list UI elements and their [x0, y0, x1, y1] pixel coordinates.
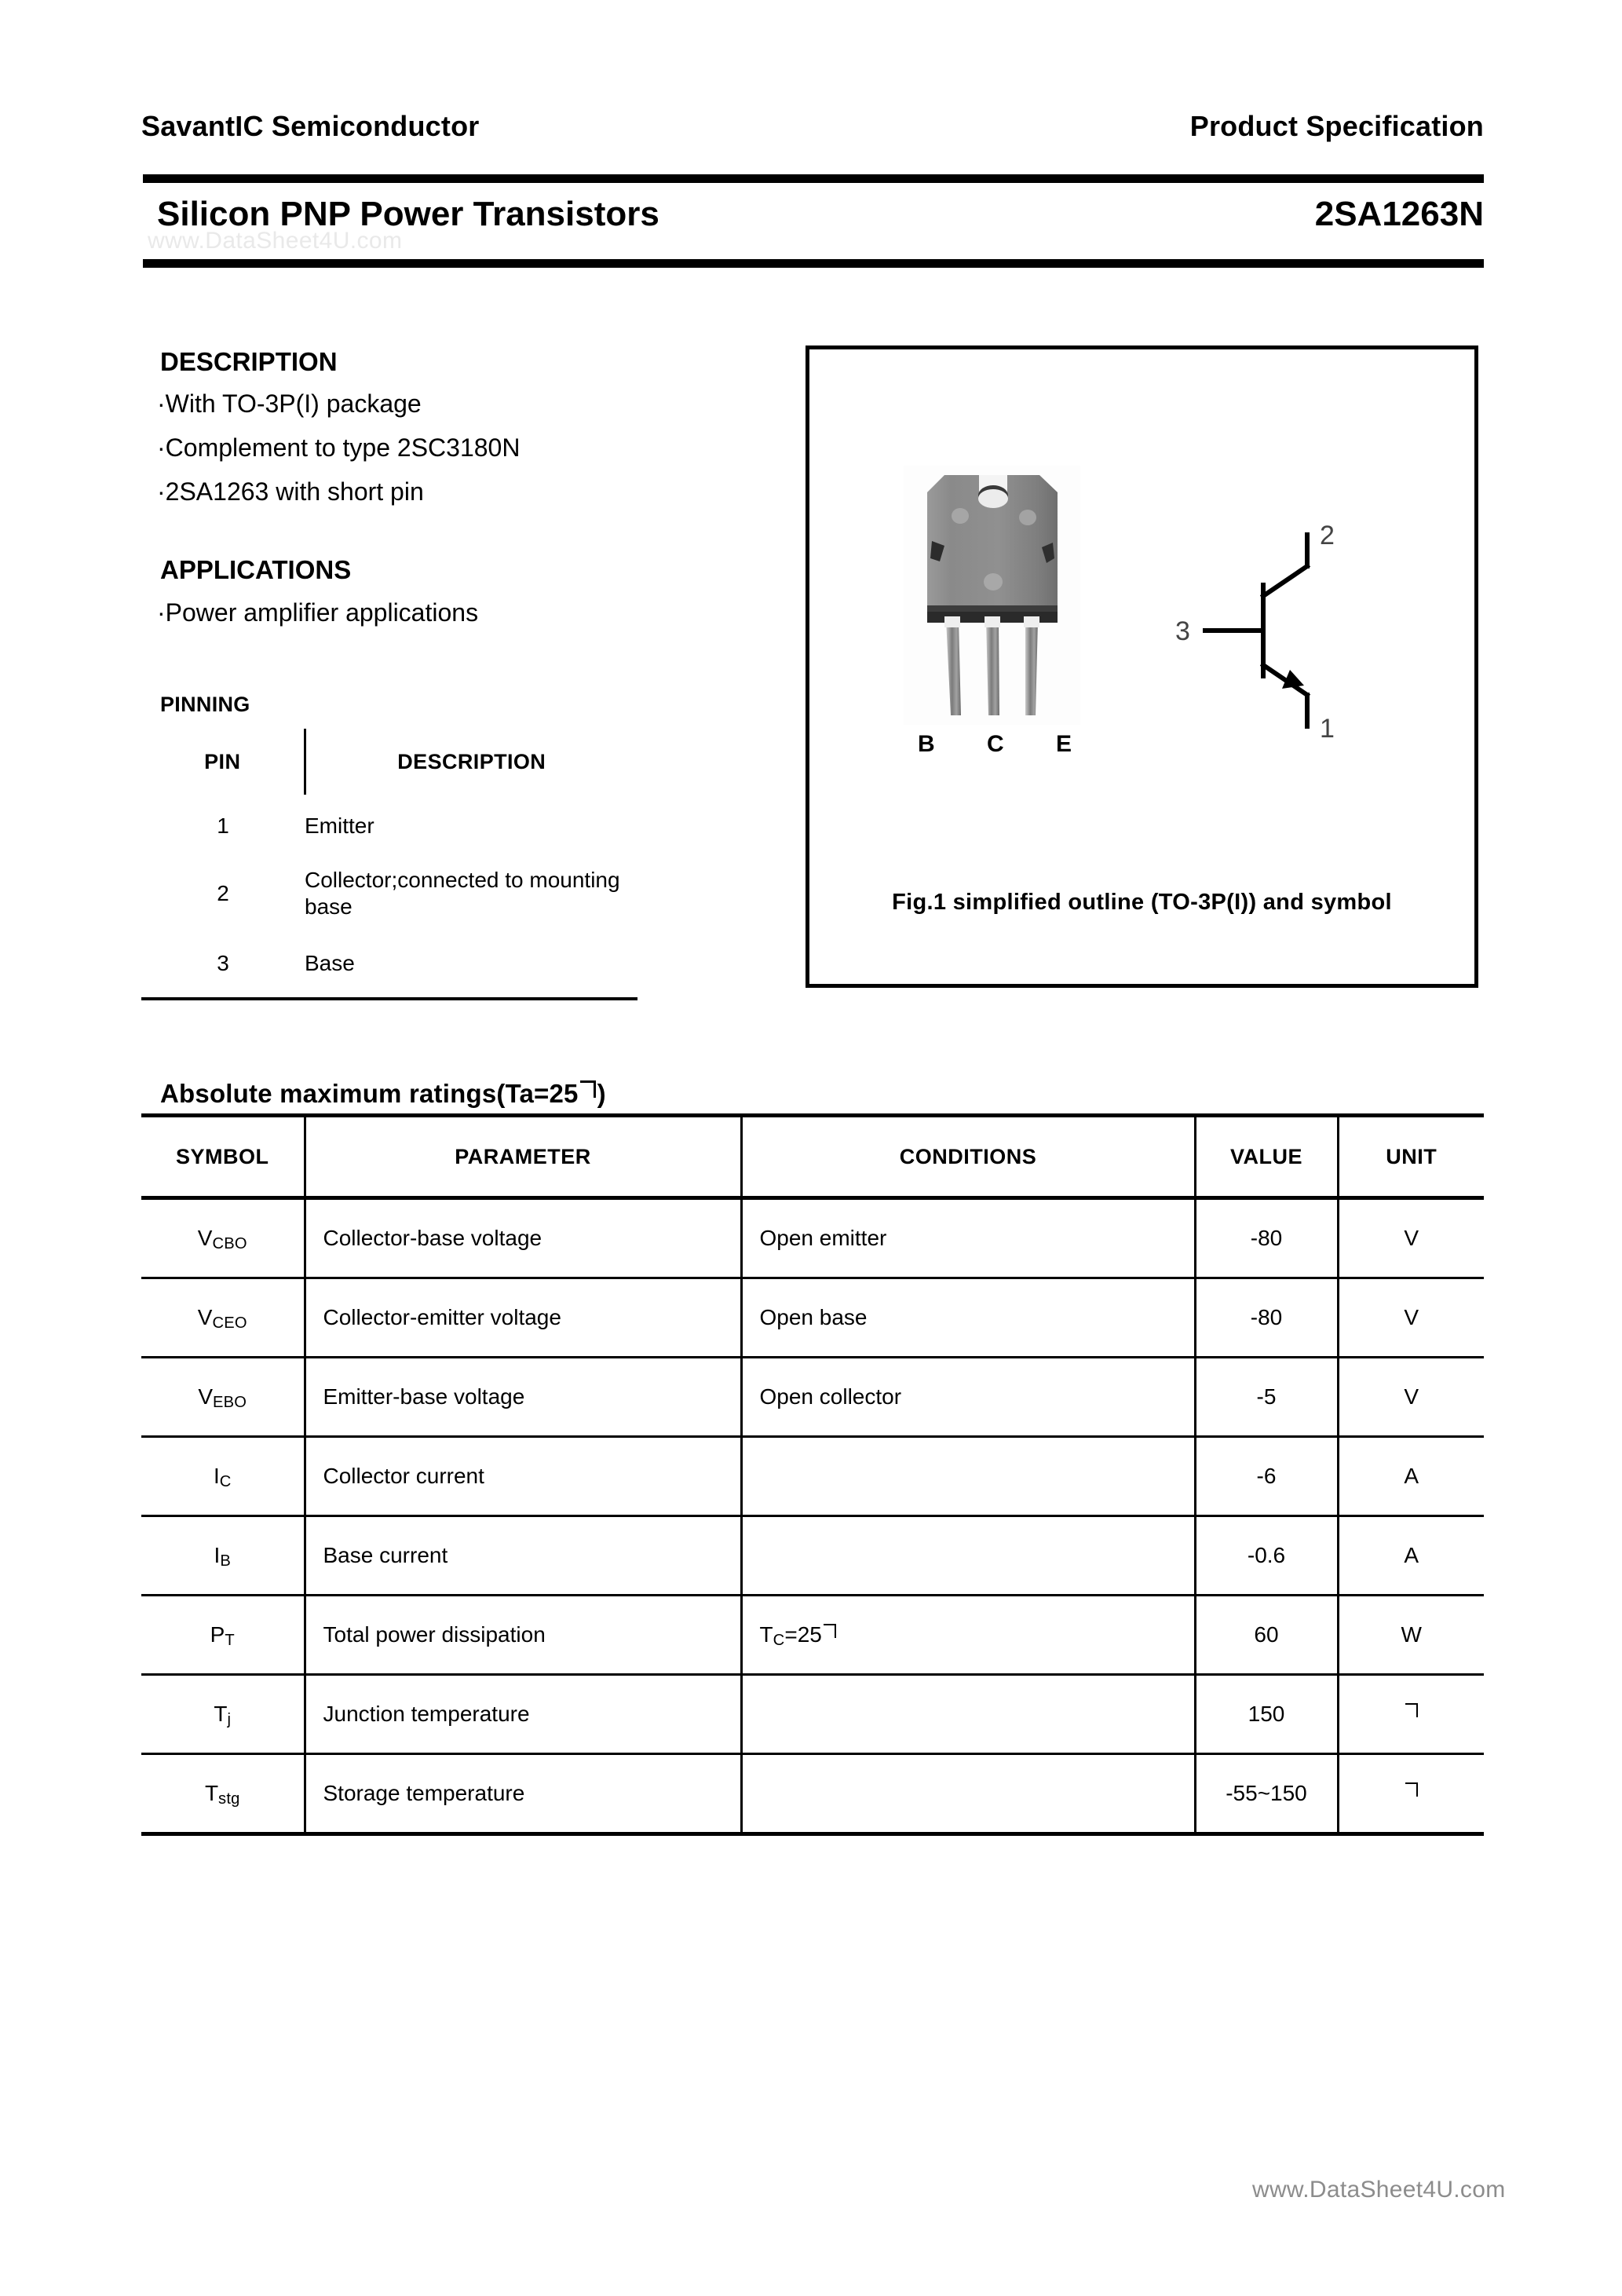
header-divider-top — [143, 174, 1484, 183]
ratings-symbol-pt: $P_T$ — [141, 1596, 305, 1675]
ratings-title — [160, 1079, 606, 1109]
ratings-conditions-ic — [741, 1437, 1195, 1516]
pinning-pin-2: 2 — [217, 881, 229, 905]
ratings-value-tj: 150 — [1195, 1675, 1338, 1754]
title-row — [157, 195, 1484, 242]
ratings-value-pt: 60 — [1195, 1596, 1338, 1675]
ratings-parameter-tstg: Storage temperature — [305, 1754, 741, 1834]
table-row — [141, 1198, 1484, 1278]
description-line-3: ·2SA1263 with short pin — [157, 477, 424, 506]
part-number: 2SA1263N — [1314, 195, 1484, 233]
symbol-terminal-3-label: 3 — [1175, 616, 1190, 646]
applications-heading: APPLICATIONS — [160, 555, 352, 584]
product-line-title: Silicon PNP Power Transistors — [157, 195, 659, 233]
absolute-maximum-ratings-table — [141, 1113, 1484, 1836]
symbol-terminal-1-label: 1 — [1320, 714, 1335, 740]
ratings-symbol-vceo: $V_{CEO}$ — [141, 1278, 305, 1358]
transistor-package-image — [904, 466, 1080, 725]
ratings-parameter-ib: Base current — [305, 1516, 741, 1596]
table-row — [141, 1675, 1484, 1754]
package-pin-label-b: B — [918, 731, 935, 757]
table-row — [141, 1754, 1484, 1834]
ratings-conditions-vceo: Open base — [741, 1278, 1195, 1358]
pinning-desc-2: Collector;connected to mounting base — [305, 867, 620, 919]
table-row — [141, 1437, 1484, 1516]
figure-box — [806, 345, 1478, 988]
symbol-terminal-2-label: 2 — [1320, 521, 1335, 550]
ratings-conditions-vebo: Open collector — [741, 1358, 1195, 1437]
pinning-header-row — [141, 729, 637, 795]
applications-line-1: ·Power amplifier applications — [157, 598, 479, 627]
pinning-desc-1: Emitter — [305, 813, 374, 838]
ratings-value-ic: -6 — [1195, 1437, 1338, 1516]
ratings-conditions-pt: $T_C=25$ — [741, 1596, 1195, 1675]
ratings-unit-vceo: V — [1338, 1278, 1484, 1358]
figure-caption: Fig.1 simplified outline (TO-3P(I)) and symbol — [892, 890, 1392, 915]
document-type: Product Specification — [1189, 110, 1484, 142]
ratings-title-suffix: ) — [597, 1079, 606, 1108]
degree-celsius-icon — [580, 1080, 596, 1098]
ratings-parameter-ic: Collector current — [305, 1437, 741, 1516]
ratings-unit-vebo: V — [1338, 1358, 1484, 1437]
ratings-symbol-tstg: $T_{stg}$ — [141, 1754, 305, 1834]
degree-celsius-icon — [1405, 1782, 1418, 1797]
table-row — [141, 1516, 1484, 1596]
pinning-label: PINNING — [160, 693, 250, 716]
description-line-1: ·With TO-3P(I) package — [157, 389, 422, 418]
ratings-symbol-vcbo: $V_{CBO}$ — [141, 1198, 305, 1278]
ratings-conditions-ib — [741, 1516, 1195, 1596]
ratings-symbol-vebo: $V_{EBO}$ — [141, 1358, 305, 1437]
ratings-parameter-vcbo: Collector-base voltage — [305, 1198, 741, 1278]
ratings-parameter-pt: Total power dissipation — [305, 1596, 741, 1675]
ratings-unit-vcbo: V — [1338, 1198, 1484, 1278]
watermark-title: www.DataSheet4U.com — [148, 228, 403, 254]
pnp-transistor-symbol — [1164, 521, 1361, 740]
ratings-value-vceo: -80 — [1195, 1278, 1338, 1358]
ratings-header-row — [141, 1116, 1484, 1198]
ratings-parameter-tj: Junction temperature — [305, 1675, 741, 1754]
pinning-pin-3: 3 — [141, 930, 305, 999]
ratings-value-tstg: -55~150 — [1195, 1754, 1338, 1834]
company-name: SavantIC Semiconductor — [141, 110, 480, 142]
ratings-col-header-symbol: SYMBOL — [141, 1116, 305, 1198]
ratings-unit-pt: W — [1338, 1596, 1484, 1675]
ratings-symbol-tj: $T_j$ — [141, 1675, 305, 1754]
pinning-desc-3: Base — [305, 930, 637, 999]
ratings-unit-ib: A — [1338, 1516, 1484, 1596]
ratings-conditions-tstg — [741, 1754, 1195, 1834]
ratings-title-prefix: Absolute maximum ratings(Ta=25 — [160, 1079, 579, 1108]
table-row — [141, 930, 637, 999]
ratings-conditions-vcbo: Open emitter — [741, 1198, 1195, 1278]
degree-celsius-icon — [1405, 1703, 1418, 1717]
header-divider-bottom — [143, 259, 1484, 268]
page-header — [141, 110, 1484, 152]
table-row — [141, 1358, 1484, 1437]
table-row — [141, 795, 637, 857]
degree-celsius-icon — [824, 1624, 836, 1638]
table-row — [141, 857, 637, 930]
package-pin-label-c: C — [986, 731, 1004, 757]
ratings-value-vcbo: -80 — [1195, 1198, 1338, 1278]
description-heading: DESCRIPTION — [160, 347, 338, 376]
pinning-col-header-description: DESCRIPTION — [305, 729, 637, 795]
ratings-symbol-ib: $I_B$ — [141, 1516, 305, 1596]
table-row — [141, 1278, 1484, 1358]
ratings-col-header-value: VALUE — [1195, 1116, 1338, 1198]
ratings-unit-tj — [1338, 1675, 1484, 1754]
ratings-col-header-unit: UNIT — [1338, 1116, 1484, 1198]
ratings-parameter-vebo: Emitter-base voltage — [305, 1358, 741, 1437]
ratings-col-header-conditions: CONDITIONS — [741, 1116, 1195, 1198]
package-pin-label-e: E — [1055, 731, 1072, 757]
pinning-pin-1: 1 — [217, 813, 229, 838]
pinning-table — [141, 729, 637, 1000]
ratings-value-vebo: -5 — [1195, 1358, 1338, 1437]
package-pin-labels — [904, 731, 1086, 758]
ratings-symbol-ic: $I_C$ — [141, 1437, 305, 1516]
ratings-value-ib: -0.6 — [1195, 1516, 1338, 1596]
ratings-parameter-vceo: Collector-emitter voltage — [305, 1278, 741, 1358]
ratings-conditions-tj — [741, 1675, 1195, 1754]
description-line-2: ·Complement to type 2SC3180N — [157, 433, 521, 462]
ratings-col-header-parameter: PARAMETER — [305, 1116, 741, 1198]
watermark-footer: www.DataSheet4U.com — [1252, 2177, 1506, 2203]
ratings-unit-ic: A — [1338, 1437, 1484, 1516]
ratings-unit-tstg — [1338, 1754, 1484, 1834]
pinning-col-header-pin: PIN — [204, 749, 241, 773]
table-row — [141, 1596, 1484, 1675]
